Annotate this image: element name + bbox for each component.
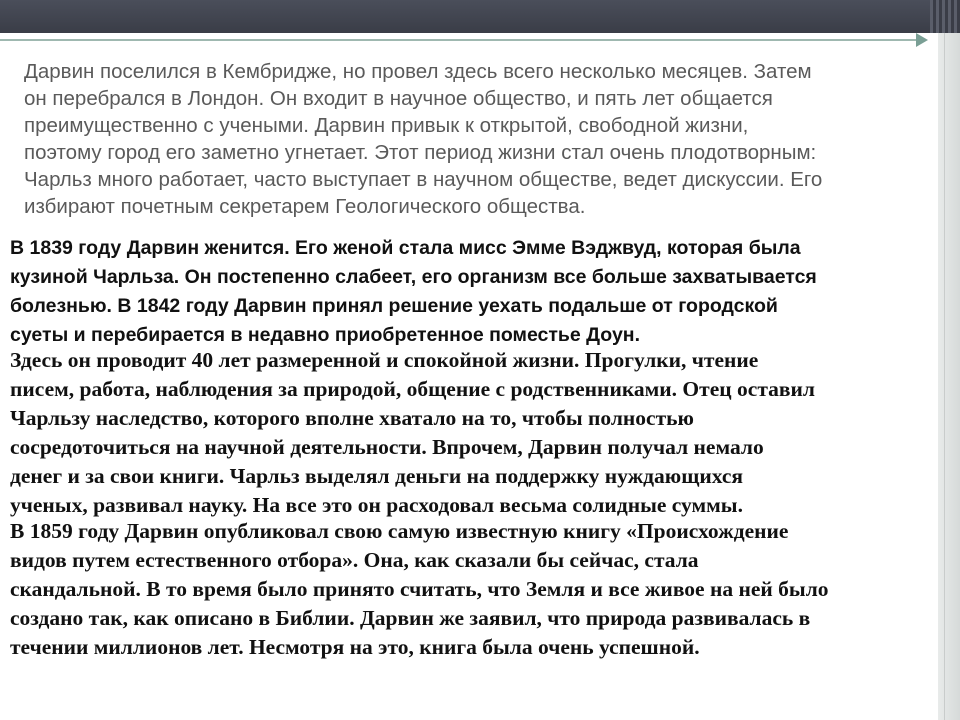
right-decor-panel bbox=[938, 33, 960, 720]
paragraph-marriage bbox=[10, 234, 817, 350]
right-panel-line bbox=[944, 33, 945, 720]
text-line: преимущественно с учеными. Дарвин привык к открытой, свободной жизни, bbox=[24, 114, 749, 137]
text-line: сосредоточиться на научной деятельности. Впрочем, Дарвин получал немало bbox=[10, 435, 764, 459]
accent-arrow bbox=[916, 33, 928, 47]
text-line: Дарвин поселился в Кембридже, но провел здесь всего несколько месяцев. Затем bbox=[24, 60, 812, 83]
text-line: Чарльз много работает, часто выступает в научном обществе, ведет дискуссии. Его bbox=[24, 168, 823, 191]
slide-top-bar bbox=[0, 0, 960, 33]
text-line: болезнью. В 1842 году Дарвин принял решение уехать подальше от городской bbox=[10, 295, 778, 317]
accent-line bbox=[0, 39, 922, 41]
text-line: скандальной. В то время было принято считать, что Земля и все живое на ней было bbox=[10, 577, 829, 601]
text-line: В 1859 году Дарвин опубликовал свою самую известную книгу «Происхождение bbox=[10, 519, 789, 543]
text-line: суеты и перебирается в недавно приобретенное поместье Доун. bbox=[10, 324, 640, 346]
paragraph-cambridge-london bbox=[24, 58, 822, 220]
text-line: течении миллионов лет. Несмотря на это, книга была очень успешной. bbox=[10, 635, 700, 659]
text-line: видов путем естественного отбора». Она, как сказали бы сейчас, стала bbox=[10, 548, 699, 572]
text-line: денег и за свои книги. Чарльз выделял деньги на поддержку нуждающихся bbox=[10, 464, 744, 488]
text-line: В 1839 году Дарвин женится. Его женой стала мисс Эмме Вэджвуд, которая была bbox=[10, 237, 801, 259]
text-line: создано так, как описано в Библии. Дарвин же заявил, что природа развивалась в bbox=[10, 606, 811, 630]
text-line: поэтому город его заметно угнетает. Этот период жизни стал очень плодотворным: bbox=[24, 141, 817, 164]
top-bar-stripes bbox=[930, 0, 960, 33]
text-line: кузиной Чарльза. Он постепенно слабеет, его организм все больше захватывается bbox=[10, 266, 817, 288]
text-line: он перебрался в Лондон. Он входит в научное общество, и пять лет общается bbox=[24, 87, 773, 110]
paragraph-down-house bbox=[10, 346, 815, 520]
paragraph-origin-of-species bbox=[10, 517, 829, 662]
text-line: Здесь он проводит 40 лет размеренной и спокойной жизни. Прогулки, чтение bbox=[10, 348, 759, 372]
text-line: ученых, развивал науку. На все это он расходовал весьма солидные суммы. bbox=[10, 493, 743, 517]
text-line: избирают почетным секретарем Геологического общества. bbox=[24, 195, 586, 218]
text-line: Чарльзу наследство, которого вполне хватало на то, чтобы полностью bbox=[10, 406, 694, 430]
text-line: писем, работа, наблюдения за природой, общение с родственниками. Отец оставил bbox=[10, 377, 815, 401]
